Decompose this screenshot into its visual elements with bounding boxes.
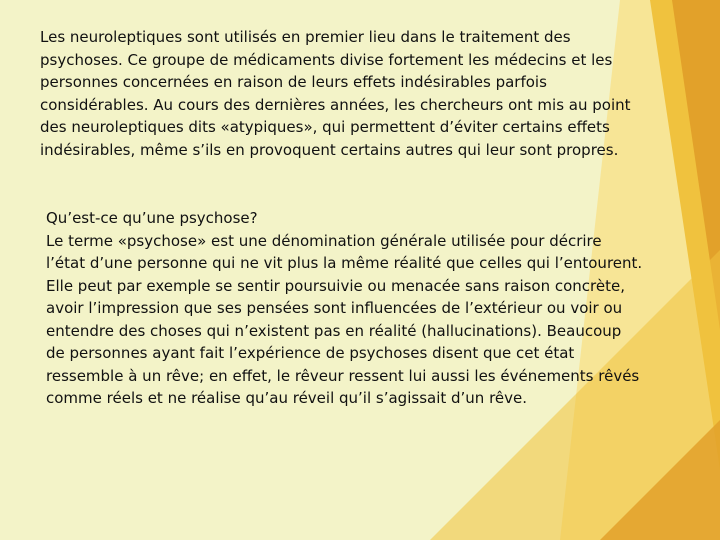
paragraph-neuroleptics (40, 26, 631, 161)
text-line: de personnes ayant fait l’expérience de psychoses disent que cet état (46, 344, 575, 362)
text-line: comme réels et ne réalise qu’au réveil qu’il s’agissait d’un rêve. (46, 389, 528, 407)
text-line: des neuroleptiques dits «atypiques», qui permettent d’éviter certains effets (40, 118, 610, 136)
text-line: personnes concernées en raison de leurs effets indésirables parfois (40, 73, 547, 91)
section-heading: Qu’est-ce qu’une psychose? (46, 209, 258, 227)
text-line: entendre des choses qui n’existent pas en réalité (hallucinations). Beaucoup (46, 321, 622, 340)
text-line: considérables. Au cours des dernières années, les chercheurs ont mis au point (40, 95, 631, 114)
text-line: Les neuroleptiques sont utilisés en premier lieu dans le traitement des (40, 28, 571, 46)
text-line: Le terme «psychose» est une dénomination générale utilisée pour décrire (46, 231, 602, 250)
text-line: avoir l’impression que ses pensées sont influencées de l’extérieur ou voir ou (46, 299, 623, 317)
text-line: indésirables, même s’ils en provoquent certains autres qui leur sont propres. (40, 140, 619, 159)
text-line: ressemble à un rêve; en effet, le rêveur ressent lui aussi les événements rêvés (46, 366, 640, 385)
paragraph-psychosis (46, 207, 642, 410)
text-line: psychoses. Ce groupe de médicaments divise fortement les médecins et les (40, 50, 613, 69)
text-line: l’état d’une personne qui ne vit plus la même réalité que celles qui l’entourent. (46, 254, 643, 272)
text-line: Elle peut par exemple se sentir poursuivie ou menacée sans raison concrète, (46, 276, 625, 295)
